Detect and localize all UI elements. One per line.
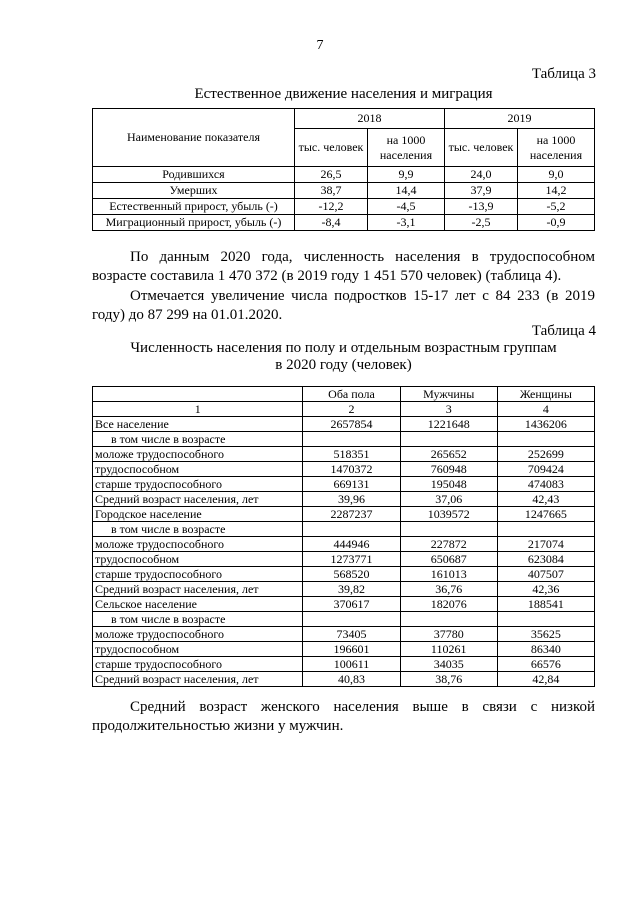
cell: 407507 [497, 567, 594, 582]
cell: 1470372 [303, 462, 400, 477]
cell: 42,84 [497, 672, 594, 687]
table-row [93, 582, 595, 597]
cell: 1247665 [497, 507, 594, 522]
cell: -0,9 [518, 215, 595, 231]
cell: 265652 [400, 447, 497, 462]
table3-subheader: на 1000 населения [368, 129, 445, 167]
cell: 709424 [497, 462, 594, 477]
table4-header-row [93, 387, 595, 402]
cell: 24,0 [445, 167, 518, 183]
cell [303, 522, 400, 537]
table-row [93, 447, 595, 462]
cell: 669131 [303, 477, 400, 492]
cell: 444946 [303, 537, 400, 552]
table-row [93, 522, 595, 537]
table-row [93, 417, 595, 432]
table-row [93, 642, 595, 657]
cell: -12,2 [295, 199, 368, 215]
table3-subheader: тыс. человек [295, 129, 368, 167]
row-label: трудоспособном [93, 462, 303, 477]
row-label: в том числе в возрасте [93, 432, 303, 447]
row-label: старше трудоспособного [93, 657, 303, 672]
cell [303, 432, 400, 447]
cell: 14,2 [518, 183, 595, 199]
cell: 623084 [497, 552, 594, 567]
cell: 34035 [400, 657, 497, 672]
table3-year-2019: 2019 [445, 109, 595, 129]
cell: 2287237 [303, 507, 400, 522]
cell: -13,9 [445, 199, 518, 215]
table4-header-cell: Женщины [497, 387, 594, 402]
table-row [93, 537, 595, 552]
paragraph-teenagers: Отмечается увеличение числа подростков 15-17 лет с 84 233 (в 2019 году) до 87 299 на 01.01.2020. [92, 288, 595, 323]
cell: 37780 [400, 627, 497, 642]
row-label: моложе трудоспособного [93, 447, 303, 462]
row-label: Естественный прирост, убыль (-) [93, 199, 295, 215]
cell [400, 522, 497, 537]
cell: 227872 [400, 537, 497, 552]
table3-year-2018: 2018 [295, 109, 445, 129]
row-label: Все население [93, 417, 303, 432]
cell: -4,5 [368, 199, 445, 215]
cell: 38,76 [400, 672, 497, 687]
cell: 26,5 [295, 167, 368, 183]
cell [497, 612, 594, 627]
cell: 35625 [497, 627, 594, 642]
paragraph-average-age: Средний возраст женского населения выше в связи с низкой продолжительностью жизни у мужчин. [92, 699, 595, 734]
table3-header-name: Наименование показателя [93, 109, 295, 167]
table-row [93, 199, 595, 215]
cell: 110261 [400, 642, 497, 657]
cell: 217074 [497, 537, 594, 552]
cell: -3,1 [368, 215, 445, 231]
cell: 100611 [303, 657, 400, 672]
table4-title-line2: в 2020 году (человек) [275, 357, 412, 373]
cell: 1273771 [303, 552, 400, 567]
row-label: Сельское население [93, 597, 303, 612]
table-row [93, 477, 595, 492]
table4-title-line1: Численность населения по полу и отдельным возрастным группам [130, 340, 557, 356]
row-label: трудоспособном [93, 642, 303, 657]
cell: 760948 [400, 462, 497, 477]
cell: 9,9 [368, 167, 445, 183]
cell: 568520 [303, 567, 400, 582]
table-row [93, 462, 595, 477]
cell: 474083 [497, 477, 594, 492]
table-row [93, 167, 595, 183]
cell: 39,82 [303, 582, 400, 597]
cell [303, 612, 400, 627]
cell: 86340 [497, 642, 594, 657]
row-label: трудоспособном [93, 552, 303, 567]
table4-caption: Таблица 4 [531, 323, 596, 339]
table-row [93, 612, 595, 627]
cell: -2,5 [445, 215, 518, 231]
cell: 196601 [303, 642, 400, 657]
row-label: в том числе в возрасте [93, 612, 303, 627]
paragraph-workforce: По данным 2020 года, численность населения в трудоспособном возрасте составила 1 470 372 (в 2019 году 1 451 570 человек) (таблица 4). [92, 249, 595, 284]
table-row [93, 507, 595, 522]
cell: 40,83 [303, 672, 400, 687]
cell: 161013 [400, 567, 497, 582]
cell: 37,06 [400, 492, 497, 507]
cell [497, 432, 594, 447]
table-row [93, 627, 595, 642]
row-label: Миграционный прирост, убыль (-) [93, 215, 295, 231]
table3-subheader: на 1000 населения [518, 129, 595, 167]
cell: 1221648 [400, 417, 497, 432]
cell: 518351 [303, 447, 400, 462]
cell: -5,2 [518, 199, 595, 215]
table4-header-cell [93, 387, 303, 402]
table-row [93, 657, 595, 672]
cell: 38,7 [295, 183, 368, 199]
cell: 1039572 [400, 507, 497, 522]
cell: 37,9 [445, 183, 518, 199]
cell: 252699 [497, 447, 594, 462]
cell: 42,43 [497, 492, 594, 507]
table-row [93, 672, 595, 687]
cell: 14,4 [368, 183, 445, 199]
cell: 650687 [400, 552, 497, 567]
page-number: 7 [316, 38, 324, 53]
table4-header-cell: Оба пола [303, 387, 400, 402]
cell: 42,36 [497, 582, 594, 597]
table4-col-number: 1 [93, 402, 303, 417]
table-row [93, 552, 595, 567]
table4-col-number: 4 [497, 402, 594, 417]
row-label: старше трудоспособного [93, 477, 303, 492]
cell [400, 612, 497, 627]
table-row [93, 183, 595, 199]
cell: 1436206 [497, 417, 594, 432]
cell [400, 432, 497, 447]
table-row [93, 597, 595, 612]
row-label: Средний возраст населения, лет [93, 582, 303, 597]
table3-subheader: тыс. человек [445, 129, 518, 167]
table3 [92, 108, 595, 231]
table3-caption: Таблица 3 [531, 66, 596, 82]
table-row [93, 492, 595, 507]
row-label: старше трудоспособного [93, 567, 303, 582]
cell [497, 522, 594, 537]
row-label: Умерших [93, 183, 295, 199]
row-label: Родившихся [93, 167, 295, 183]
table4-col-number: 2 [303, 402, 400, 417]
row-label: в том числе в возрасте [93, 522, 303, 537]
cell: 39,96 [303, 492, 400, 507]
cell: 73405 [303, 627, 400, 642]
row-label: моложе трудоспособного [93, 627, 303, 642]
table-row [93, 215, 595, 231]
table3-title: Естественное движение населения и миграция [194, 86, 493, 102]
table4-header-cell: Мужчины [400, 387, 497, 402]
table-row [93, 567, 595, 582]
cell: 182076 [400, 597, 497, 612]
row-label: Средний возраст населения, лет [93, 672, 303, 687]
row-label: моложе трудоспособного [93, 537, 303, 552]
cell: 9,0 [518, 167, 595, 183]
cell: -8,4 [295, 215, 368, 231]
cell: 66576 [497, 657, 594, 672]
cell: 36,76 [400, 582, 497, 597]
table4-number-row [93, 402, 595, 417]
cell: 370617 [303, 597, 400, 612]
cell: 188541 [497, 597, 594, 612]
table-row [93, 432, 595, 447]
row-label: Средний возраст населения, лет [93, 492, 303, 507]
table4 [92, 386, 595, 687]
cell: 195048 [400, 477, 497, 492]
table4-col-number: 3 [400, 402, 497, 417]
cell: 2657854 [303, 417, 400, 432]
row-label: Городское население [93, 507, 303, 522]
